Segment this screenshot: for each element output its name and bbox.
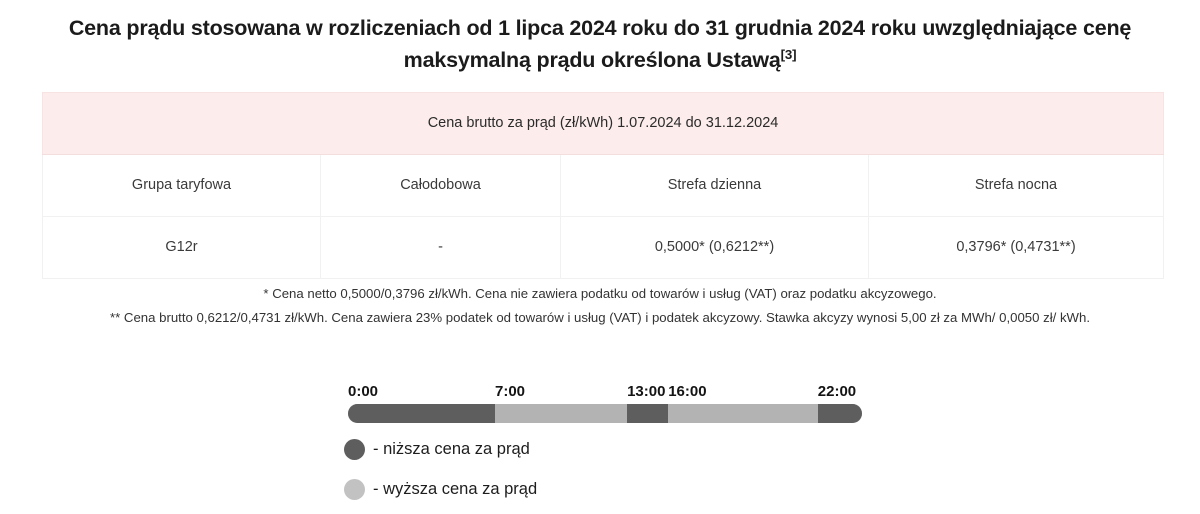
timeline-tick-7-00: 7:00 bbox=[495, 383, 526, 400]
legend-swatch-circle-icon bbox=[344, 439, 365, 460]
footnotes bbox=[0, 282, 1200, 330]
cell-grupa-taryfowa: G12r bbox=[43, 217, 321, 279]
timeline-tick-16-00: 16:00 bbox=[668, 383, 707, 400]
tariff-timeline-chart bbox=[348, 382, 862, 423]
column-header-strefa-nocna: Strefa nocna bbox=[869, 155, 1164, 217]
legend-swatch-circle-icon bbox=[344, 479, 365, 500]
legend-item-2 bbox=[344, 474, 537, 505]
legend-label: - niższa cena za prąd bbox=[373, 440, 530, 458]
footnote-gross-price: ** Cena brutto 0,6212/0,4731 zł/kWh. Cena zawiera 23% podatek od towarów i usług (VAT) i podatek akcyzowy. Stawka akcyzy wynosi 5,00 zł za MWh/ 0,0050 zł/ kWh. bbox=[110, 310, 1090, 325]
legend-label: - wyższa cena za prąd bbox=[373, 480, 538, 498]
table-band-title: Cena brutto za prąd (zł/kWh) 1.07.2024 do 31.12.2024 bbox=[43, 93, 1164, 155]
timeline-tick-labels bbox=[348, 382, 862, 402]
timeline-tick-22-00: 22:00 bbox=[817, 383, 857, 400]
timeline-tick-13-00: 13:00 bbox=[627, 383, 666, 400]
column-header-strefa-dzienna: Strefa dzienna bbox=[561, 155, 869, 217]
timeline-segment-4-light bbox=[668, 404, 818, 423]
table-row bbox=[43, 217, 1164, 279]
price-table-container bbox=[42, 92, 1163, 279]
timeline-legend bbox=[344, 434, 537, 514]
timeline-segment-1-dark bbox=[348, 404, 495, 423]
column-header-calodobowa: Całodobowa bbox=[321, 155, 561, 217]
cell-strefa-dzienna: 0,5000* (0,6212**) bbox=[561, 217, 869, 279]
column-header-grupa-taryfowa: Grupa taryfowa bbox=[43, 155, 321, 217]
page-title bbox=[0, 0, 1200, 76]
title-footnote-marker: [3] bbox=[780, 46, 797, 62]
timeline-segment-5-dark bbox=[818, 404, 862, 423]
table-header-row bbox=[43, 155, 1164, 217]
cell-calodobowa: - bbox=[321, 217, 561, 279]
price-table bbox=[42, 92, 1164, 279]
timeline-tick-0-00: 0:00 bbox=[348, 383, 379, 400]
cell-strefa-nocna: 0,3796* (0,4731**) bbox=[869, 217, 1164, 279]
timeline-segment-2-light bbox=[495, 404, 627, 423]
footnote-net-price: * Cena netto 0,5000/0,3796 zł/kWh. Cena nie zawiera podatku od towarów i usług (VAT) oraz podatku akcyzowego. bbox=[263, 286, 937, 301]
timeline-bar bbox=[348, 404, 862, 423]
legend-item-1 bbox=[344, 434, 537, 465]
page-title-text: Cena prądu stosowana w rozliczeniach od 1 lipca 2024 roku do 31 grudnia 2024 roku uwzględniające cenę maksymalną prądu określona Ustawą bbox=[68, 16, 1132, 72]
timeline-segment-3-dark bbox=[627, 404, 668, 423]
table-band-row bbox=[43, 93, 1164, 155]
